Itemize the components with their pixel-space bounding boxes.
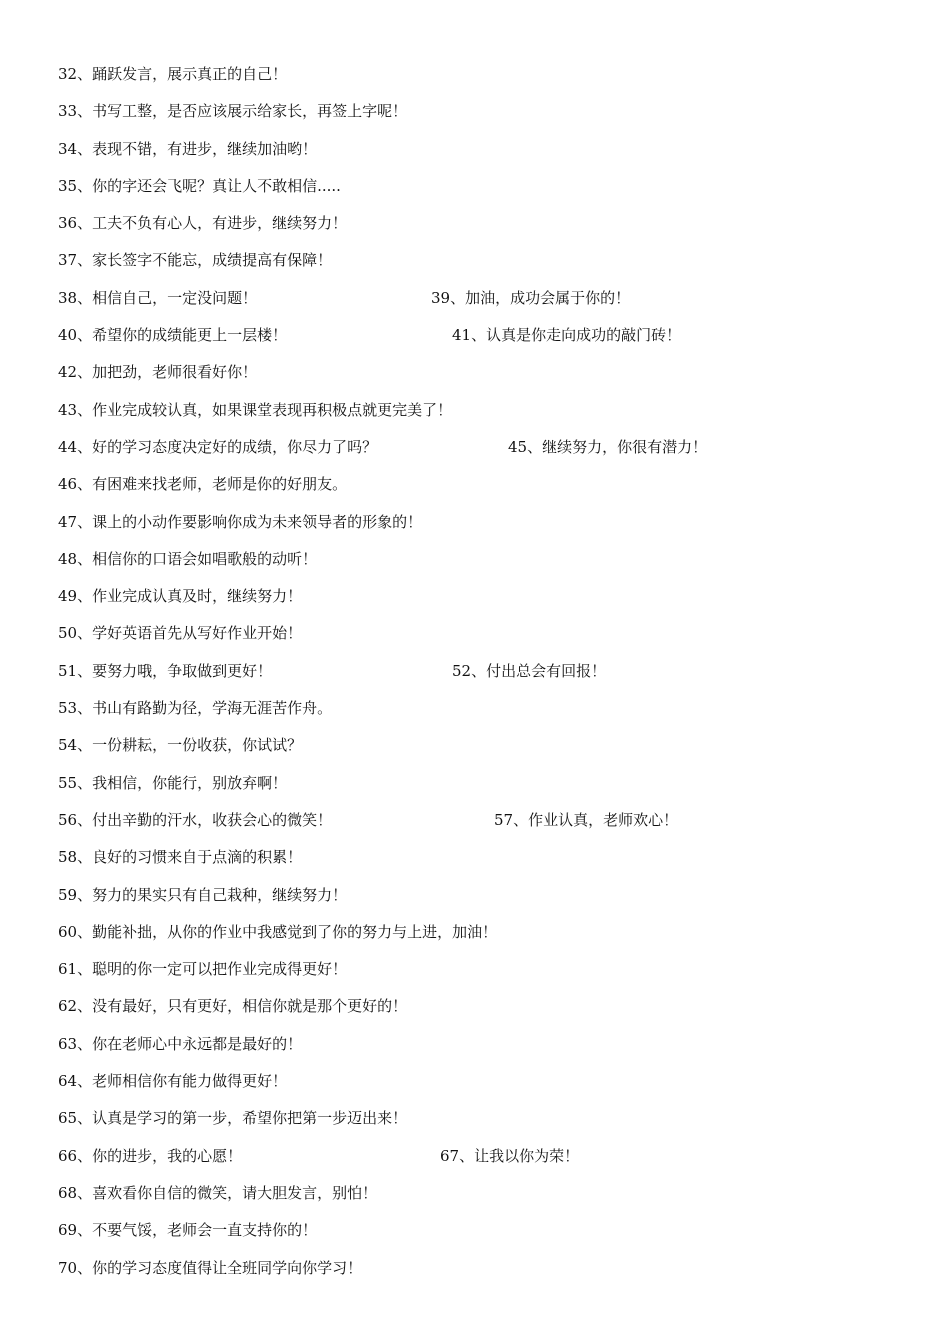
comment-line (58, 1258, 918, 1295)
comment-line (58, 101, 918, 138)
comment-text: 49、作业完成认真及时，继续努力！ (58, 587, 303, 606)
comment-line (58, 847, 918, 884)
comment-text: 54、一份耕耘，一份收获，你试试？ (58, 736, 303, 755)
comment-text: 50、学好英语首先从写好作业开始！ (58, 624, 303, 643)
comment-list (58, 64, 918, 1295)
comment-text: 52、付出总会有回报！ (452, 661, 607, 680)
comment-text: 53、书山有路勤为径，学海无涯苦作舟。 (58, 699, 333, 718)
comment-text: 59、努力的果实只有自己栽种，继续努力！ (58, 885, 348, 904)
comment-text: 51、要努力哦，争取做到更好！ (58, 661, 273, 680)
comment-line (58, 474, 918, 511)
comment-line (58, 1071, 918, 1108)
comment-text: 66、你的进步，我的心愿！ (58, 1146, 243, 1165)
comment-text: 39、加油，成功会属于你的！ (431, 288, 631, 307)
comment-text: 55、我相信，你能行，别放弃啊！ (58, 773, 288, 792)
comment-line (58, 325, 918, 362)
comment-text: 41、认真是你走向成功的敲门砖！ (452, 326, 682, 345)
comment-line (58, 1146, 918, 1183)
comment-text: 58、良好的习惯来自于点滴的积累！ (58, 848, 303, 867)
comment-line (58, 213, 918, 250)
comment-line (58, 549, 918, 586)
comment-text: 37、家长签字不能忘，成绩提高有保障！ (58, 251, 333, 270)
comment-text: 36、工夫不负有心人，有进步，继续努力！ (58, 214, 348, 233)
comment-line (58, 1183, 918, 1220)
comment-line (58, 996, 918, 1033)
comment-line (58, 698, 918, 735)
comment-line (58, 1220, 918, 1257)
comment-line (58, 250, 918, 287)
comment-text: 48、相信你的口语会如唱歌般的动听！ (58, 549, 318, 568)
comment-text: 68、喜欢看你自信的微笑，请大胆发言，别怕！ (58, 1183, 378, 1202)
comment-text: 62、没有最好，只有更好，相信你就是那个更好的！ (58, 997, 408, 1016)
comment-line (58, 512, 918, 549)
comment-text: 47、课上的小动作要影响你成为未来领导者的形象的！ (58, 512, 423, 531)
comment-line (58, 400, 918, 437)
comment-text: 38、相信自己，一定没问题！ (58, 288, 258, 307)
comment-text: 44、好的学习态度决定好的成绩，你尽力了吗？ (58, 437, 378, 456)
comment-line (58, 139, 918, 176)
comment-line (58, 1108, 918, 1145)
comment-line (58, 623, 918, 660)
comment-text: 34、表现不错，有进步，继续加油哟！ (58, 139, 318, 158)
comment-text: 45、继续努力，你很有潜力！ (508, 437, 708, 456)
comment-line (58, 1034, 918, 1071)
comment-text: 42、加把劲，老师很看好你！ (58, 363, 258, 382)
comment-text: 46、有困难来找老师，老师是你的好朋友。 (58, 475, 348, 494)
comment-text: 64、老师相信你有能力做得更好！ (58, 1072, 288, 1091)
comment-text: 56、付出辛勤的汗水，收获会心的微笑！ (58, 810, 333, 829)
comment-line (58, 586, 918, 623)
comment-text: 43、作业完成较认真，如果课堂表现再积极点就更完美了！ (58, 400, 453, 419)
comment-text: 65、认真是学习的第一步，希望你把第一步迈出来！ (58, 1109, 408, 1128)
comment-line (58, 959, 918, 996)
comment-text: 63、你在老师心中永远都是最好的！ (58, 1034, 303, 1053)
comment-text: 69、不要气馁，老师会一直支持你的！ (58, 1221, 318, 1240)
comment-text: 57、作业认真，老师欢心！ (494, 810, 679, 829)
comment-line (58, 735, 918, 772)
comment-text: 32、踊跃发言，展示真正的自己！ (58, 65, 288, 83)
comment-line (58, 437, 918, 474)
comment-line (58, 922, 918, 959)
comment-text: 35、你的字还会飞呢？真让人不敢相信..... (58, 176, 341, 195)
comment-line (58, 288, 918, 325)
comment-text: 61、聪明的你一定可以把作业完成得更好！ (58, 960, 348, 979)
comment-line (58, 885, 918, 922)
comment-text: 67、让我以你为荣！ (440, 1146, 580, 1165)
comment-text: 70、你的学习态度值得让全班同学向你学习！ (58, 1258, 363, 1277)
comment-line (58, 661, 918, 698)
comment-text: 40、希望你的成绩能更上一层楼！ (58, 326, 288, 345)
comment-text: 33、书写工整，是否应该展示给家长，再签上字呢！ (58, 102, 408, 121)
comment-text: 60、勤能补拙，从你的作业中我感觉到了你的努力与上进，加油！ (58, 922, 498, 941)
comment-line (58, 64, 918, 101)
comment-line (58, 176, 918, 213)
comment-line (58, 810, 918, 847)
comment-line (58, 362, 918, 399)
comment-line (58, 773, 918, 810)
